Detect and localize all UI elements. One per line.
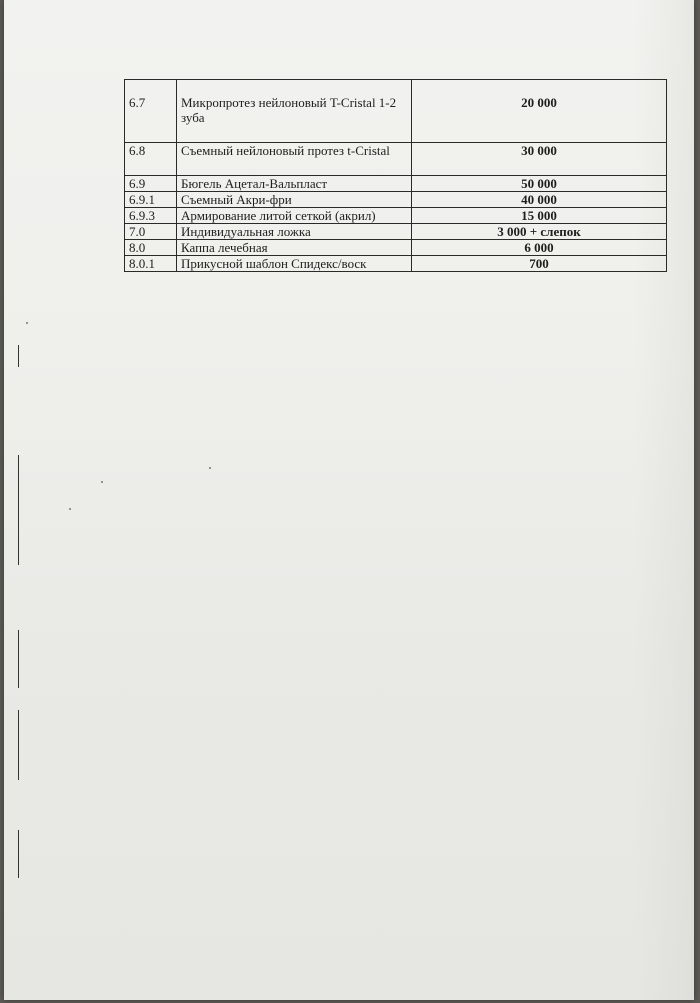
paper-speck xyxy=(26,322,28,324)
price-table xyxy=(124,79,667,272)
item-price: 40 000 xyxy=(412,192,667,208)
item-code: 8.0.1 xyxy=(125,256,177,272)
item-name: Съемный нейлоновый протез t-Cristal xyxy=(177,143,412,176)
paper-speck xyxy=(209,467,211,469)
table-row xyxy=(125,176,667,192)
binder-mark xyxy=(18,830,19,878)
table-row xyxy=(125,224,667,240)
binder-mark xyxy=(18,455,19,565)
paper-speck xyxy=(101,481,103,483)
table-row xyxy=(125,208,667,224)
item-code: 6.8 xyxy=(125,143,177,176)
table-row xyxy=(125,240,667,256)
item-name: Каппа лечебная xyxy=(177,240,412,256)
item-price: 20 000 xyxy=(412,80,667,143)
item-name: Съемный Акри-фри xyxy=(177,192,412,208)
binder-mark xyxy=(18,710,19,780)
item-code: 7.0 xyxy=(125,224,177,240)
binder-mark xyxy=(18,630,19,688)
item-price: 15 000 xyxy=(412,208,667,224)
item-name: Армирование литой сеткой (акрил) xyxy=(177,208,412,224)
item-name: Бюгель Ацетал-Вальпласт xyxy=(177,176,412,192)
item-name: Микропротез нейлоновый T-Cristal 1-2 зуба xyxy=(177,80,412,143)
item-price: 50 000 xyxy=(412,176,667,192)
item-name: Прикусной шаблон Спидекс/воск xyxy=(177,256,412,272)
item-price: 3 000 + слепок xyxy=(412,224,667,240)
item-name: Индивидуальная ложка xyxy=(177,224,412,240)
item-price: 700 xyxy=(412,256,667,272)
binder-mark xyxy=(18,345,19,367)
item-code: 6.7 xyxy=(125,80,177,143)
item-code: 6.9 xyxy=(125,176,177,192)
item-price: 6 000 xyxy=(412,240,667,256)
table-row xyxy=(125,80,667,143)
item-code: 8.0 xyxy=(125,240,177,256)
item-code: 6.9.1 xyxy=(125,192,177,208)
item-price: 30 000 xyxy=(412,143,667,176)
table-row xyxy=(125,256,667,272)
item-code: 6.9.3 xyxy=(125,208,177,224)
table-row xyxy=(125,143,667,176)
table-row xyxy=(125,192,667,208)
paper-speck xyxy=(69,508,71,510)
